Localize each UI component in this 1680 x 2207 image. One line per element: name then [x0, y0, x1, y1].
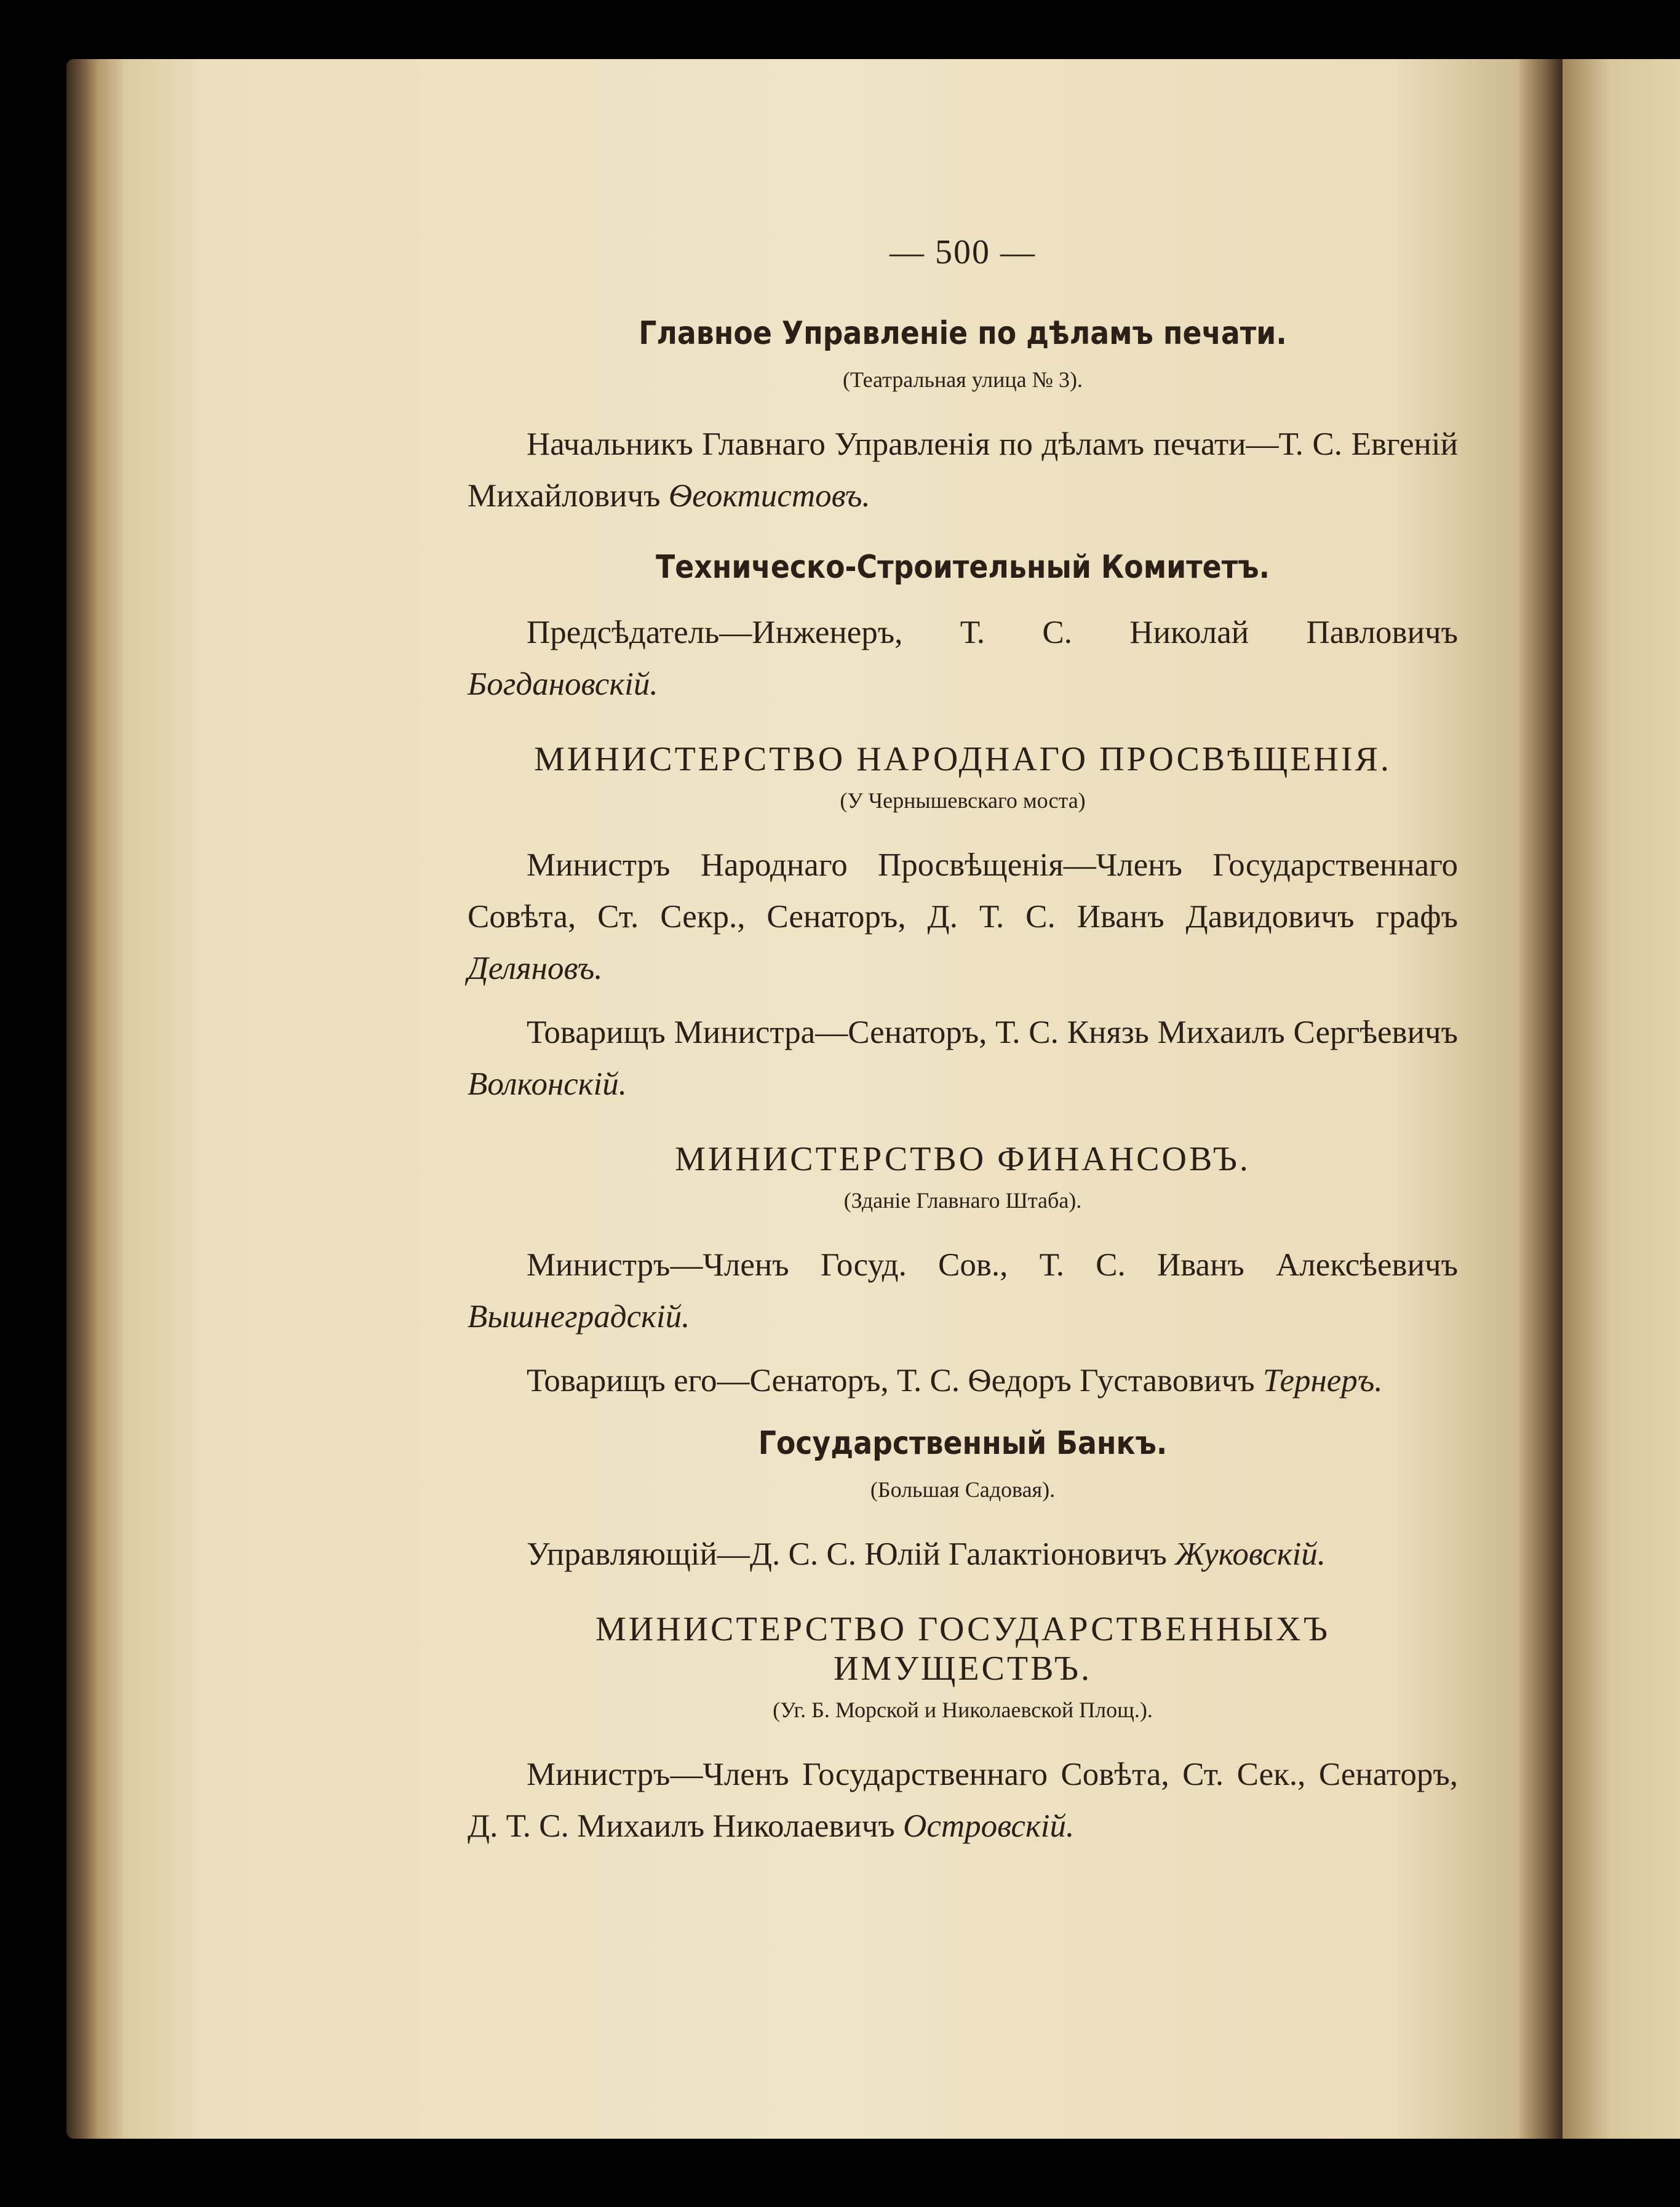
entry-technical-chair: [468, 607, 1458, 710]
entry-name: Богдановскій.: [468, 666, 658, 702]
entry-name: Ѳеоктистовъ.: [668, 478, 870, 514]
page-gutter: [1519, 59, 1563, 2139]
entry-name: Деляновъ.: [468, 951, 603, 986]
section-address-education: (У Чернышевскаго моста): [840, 788, 1086, 813]
entry-text: Управляющій—Д. С. С. Юлій Галактіоновичъ: [527, 1536, 1167, 1572]
section-title-education: МИНИСТЕРСТВО НАРОДНАГО ПРОСВѢЩЕНІЯ.: [534, 740, 1391, 778]
entry-text: Министръ—Членъ Государственнаго Совѣта, Ст. Сек., Сенаторъ, Д. Т. С. Михаилъ Николаевичъ: [468, 1757, 1458, 1844]
section-title-bank: Государственный Банкъ.: [758, 1425, 1168, 1462]
entry-name: Волконскій.: [468, 1066, 627, 1102]
entry-finance-deputy: [468, 1355, 1458, 1407]
entry-text: Предсѣдатель—Инженеръ, Т. С. Николай Павловичъ: [527, 615, 1458, 650]
section-address-state-property: (Уг. Б. Морской и Николаевской Площ.).: [773, 1698, 1153, 1722]
page-number: — 500 —: [890, 233, 1036, 271]
entry-state-property-minister: [468, 1749, 1458, 1852]
section-address-press: (Театральная улица № 3).: [843, 367, 1083, 392]
entry-text: Министръ Народнаго Просвѣщенія—Членъ Государственнаго Совѣта, Ст. Секр., Сенаторъ, Д. Т. С. Иванъ Давидовичъ графъ: [468, 847, 1458, 935]
next-page-edge: [1563, 59, 1680, 2139]
section-title-press: Главное Управленіе по дѣламъ печати.: [639, 315, 1287, 352]
entry-text: Товарищъ его—Сенаторъ, Т. С. Ѳедоръ Густавовичъ: [527, 1363, 1255, 1399]
entry-text: Товарищъ Министра—Сенаторъ, Т. С. Князь Михаилъ Сергѣевичъ: [527, 1015, 1458, 1050]
entry-text: Начальникъ Главнаго Управленія по дѣламъ печати—Т. С. Евгеній Михайловичъ: [468, 426, 1458, 514]
entry-education-minister: [468, 839, 1458, 994]
section-address-bank: (Большая Садовая).: [870, 1477, 1056, 1502]
entry-education-deputy: [468, 1007, 1458, 1110]
entry-name: Островскій.: [903, 1808, 1075, 1844]
page-content: [468, 209, 1458, 1864]
entry-name: Тернеръ.: [1262, 1363, 1383, 1399]
section-address-finance: (Зданіе Главнаго Штаба).: [843, 1188, 1082, 1213]
section-title-technical: Техническо-Строительный Комитетъ.: [655, 549, 1270, 586]
entry-name: Жуковскій.: [1175, 1536, 1326, 1572]
entry-text: Министръ—Членъ Госуд. Сов., Т. С. Иванъ Алексѣевичъ: [527, 1247, 1458, 1283]
entry-bank-manager: [468, 1528, 1458, 1580]
entry-press-head: [468, 418, 1458, 522]
entry-name: Вышнеградскій.: [468, 1299, 690, 1335]
section-title-state-property: МИНИСТЕРСТВО ГОСУДАРСТВЕННЫХЪ ИМУЩЕСТВЪ.: [595, 1610, 1331, 1688]
section-title-finance: МИНИСТЕРСТВО ФИНАНСОВЪ.: [675, 1140, 1251, 1178]
entry-finance-minister: [468, 1239, 1458, 1343]
